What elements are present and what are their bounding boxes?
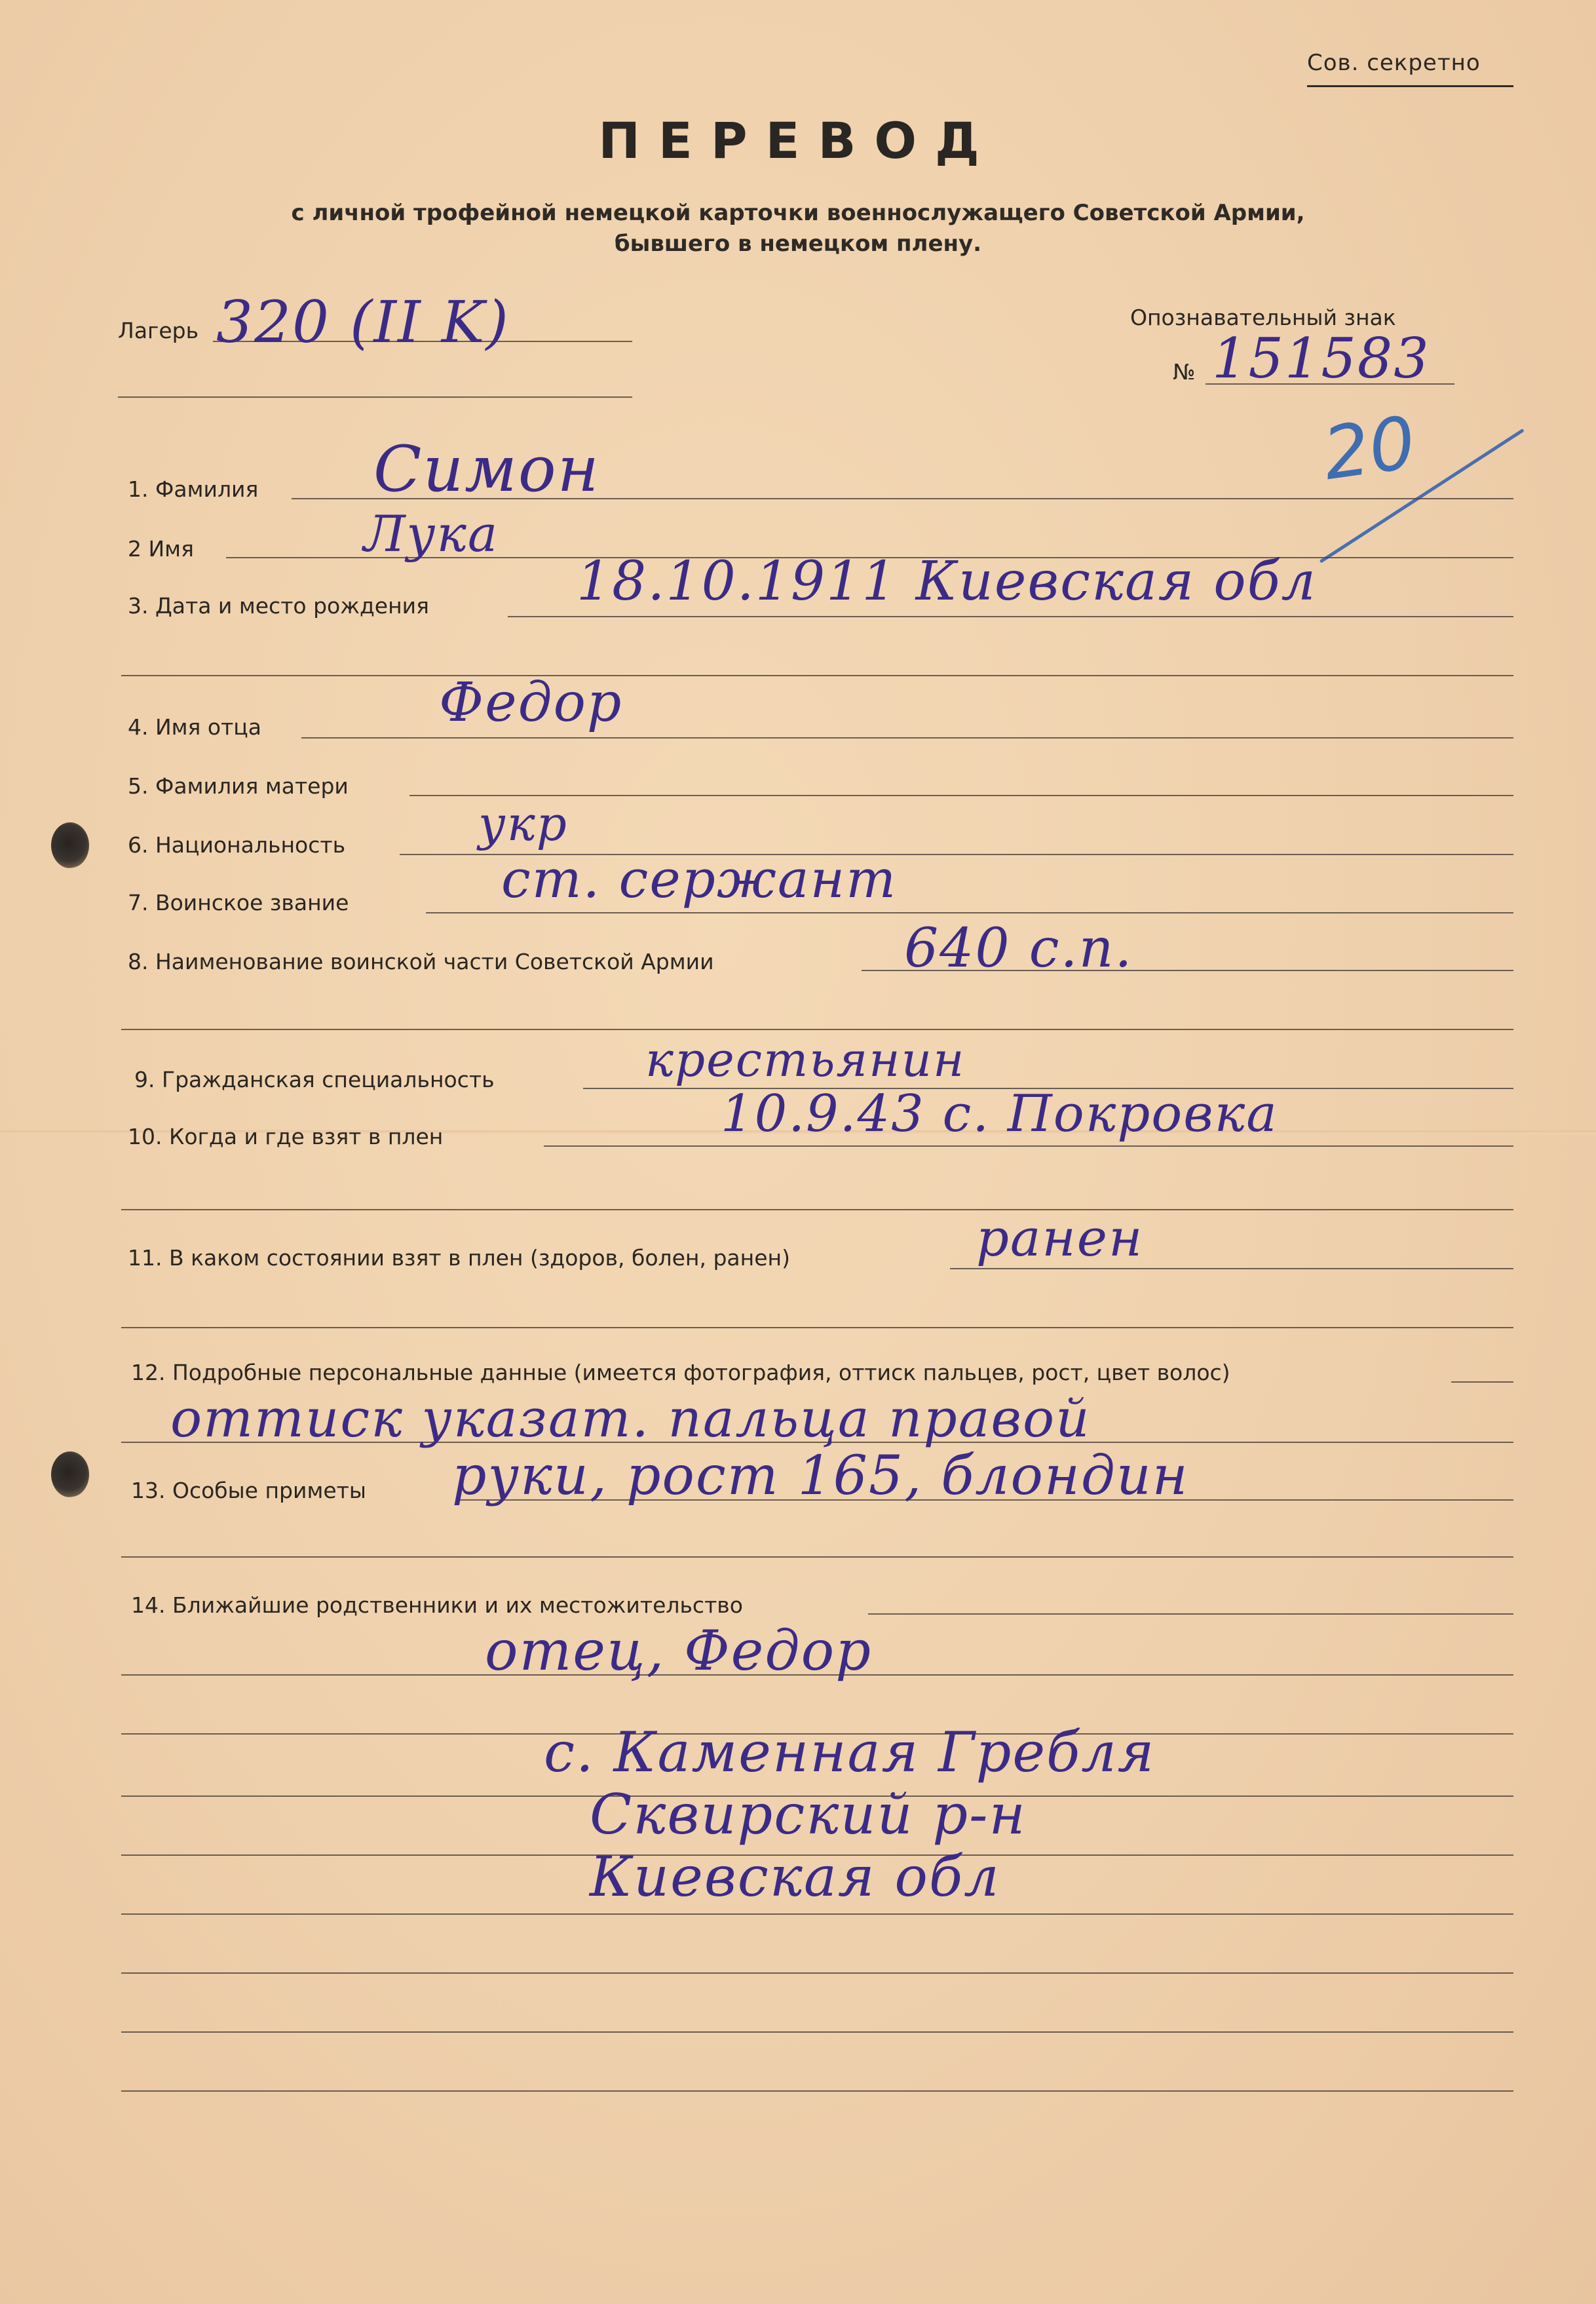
document-title: ПЕРЕВОД xyxy=(598,111,998,170)
field-value-marks: руки, рост 165, блондин xyxy=(452,1445,1189,1507)
id-tag-value: 151583 xyxy=(1212,326,1430,391)
field-rule-unit-2 xyxy=(121,1029,1513,1030)
field-rule-birth xyxy=(508,616,1513,617)
field-rule-marks-2 xyxy=(121,1556,1513,1558)
field-rule-captured xyxy=(544,1145,1513,1147)
field-rule-condition xyxy=(950,1268,1513,1269)
field-value-nationality: укр xyxy=(478,796,568,851)
field-value-condition: ранен xyxy=(976,1209,1144,1268)
field-rule-rank xyxy=(426,912,1513,913)
field-rule-condition-2 xyxy=(121,1327,1513,1328)
field-label-marks: 13. Особые приметы xyxy=(131,1478,366,1503)
relatives-rule-8 xyxy=(121,2090,1513,2092)
field-value-surname: Симон xyxy=(373,432,600,506)
field-value-personal-data: оттиск указат. пальца правой xyxy=(170,1388,1091,1449)
field-value-name: Лука xyxy=(364,505,499,563)
field-value-birth: 18.10.1911 Киевская обл xyxy=(577,550,1317,613)
field-label-name: 2 Имя xyxy=(128,536,194,562)
field-value-captured: 10.9.43 с. Покровка xyxy=(721,1085,1278,1143)
field-rule-relatives xyxy=(868,1613,1513,1615)
camp-value: 320 (II K) xyxy=(216,288,510,356)
relatives-line-4: Киевская обл xyxy=(590,1845,1000,1909)
field-value-unit: 640 с.п. xyxy=(904,917,1133,980)
relatives-line-3: Сквирский р-н xyxy=(590,1782,1027,1847)
field-label-father: 4. Имя отца xyxy=(128,714,261,740)
field-value-rank: ст. сержант xyxy=(501,849,898,910)
field-label-unit: 8. Наименование воинской части Советской Армии xyxy=(128,949,714,974)
field-label-condition: 11. В каком состоянии взят в плен (здоров, болен, ранен) xyxy=(128,1245,790,1271)
field-rule-birth-2 xyxy=(121,675,1513,676)
field-rule-captured-2 xyxy=(121,1209,1513,1210)
field-value-profession: крестьянин xyxy=(645,1032,966,1087)
subtitle-line-2: бывшего в немецком плену. xyxy=(614,231,982,257)
archive-mark-number: 20 xyxy=(1318,400,1421,497)
field-value-father: Федор xyxy=(439,672,623,734)
field-label-personal-data: 12. Подробные персональные данные (имеется фотография, оттиск пальцев, рост, цвет волос) xyxy=(131,1360,1230,1385)
relatives-rule-7 xyxy=(121,2031,1513,2033)
id-tag-number-label: № xyxy=(1173,359,1196,385)
punch-hole-bottom xyxy=(51,1451,89,1497)
field-label-profession: 9. Гражданская специальность xyxy=(134,1067,495,1092)
field-rule-mother xyxy=(409,795,1513,796)
field-label-rank: 7. Воинское звание xyxy=(128,890,349,915)
subtitle-line-1: с личной трофейной немецкой карточки военнослужащего Советской Армии, xyxy=(291,200,1305,226)
field-label-captured: 10. Когда и где взят в плен xyxy=(128,1124,444,1149)
camp-rule-2 xyxy=(118,396,632,398)
field-label-relatives: 14. Ближайшие родственники и их местожительство xyxy=(131,1592,743,1618)
relatives-line-2: с. Каменная Гребля xyxy=(544,1720,1156,1784)
field-label-nationality: 6. Национальность xyxy=(128,832,346,858)
classification-underline xyxy=(1307,85,1513,87)
relatives-rule-6 xyxy=(121,1972,1513,1974)
classification-mark: Сов. секретно xyxy=(1307,50,1481,76)
camp-label: Лагерь xyxy=(118,318,199,343)
field-label-surname: 1. Фамилия xyxy=(128,476,259,502)
relatives-line-1: отец, Федор xyxy=(485,1619,872,1683)
field-rule-personal-data xyxy=(1451,1381,1513,1383)
relatives-rule-5 xyxy=(121,1913,1513,1915)
punch-hole-top xyxy=(51,822,89,868)
field-label-mother: 5. Фамилия матери xyxy=(128,773,349,799)
field-label-birth: 3. Дата и место рождения xyxy=(128,593,429,619)
field-rule-father xyxy=(301,737,1513,739)
id-tag-label: Опознавательный знак xyxy=(1130,305,1396,330)
